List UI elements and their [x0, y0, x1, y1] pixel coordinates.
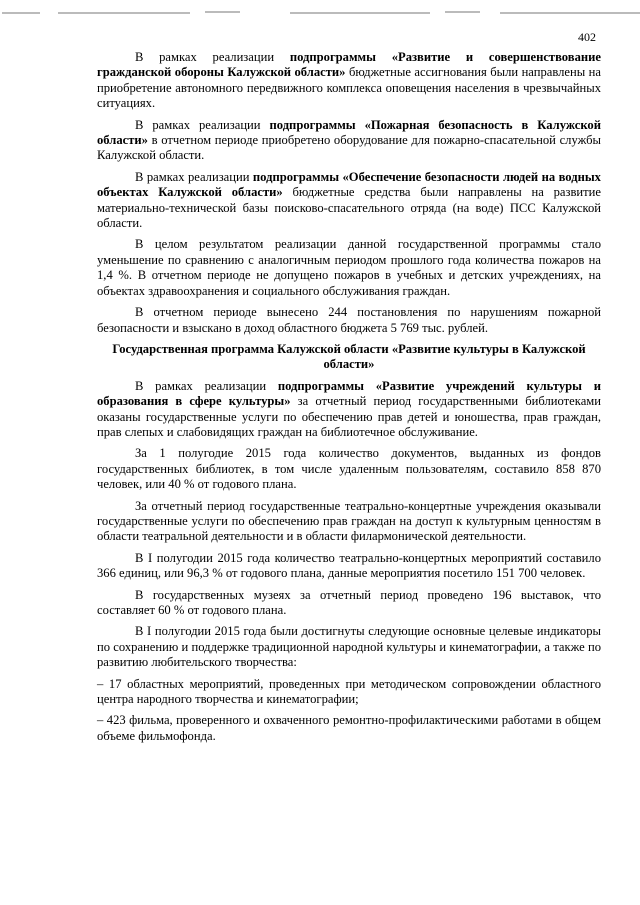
paragraph: В государственных музеях за отчетный период проведено 196 выставок, что составляет 60 % от годового плана.	[97, 587, 601, 617]
paragraph: В рамках реализации подпрограммы «Пожарная безопасность в Калужской области» в отчетном периоде приобретено оборудование для пожарно-спасательной службы Калужской области.	[97, 117, 601, 163]
paragraph: За отчетный период государственные театрально-концертные учреждения оказывали государственные услуги по обеспечению прав граждан на доступ к культурным ценностям в области театральной деятельности и в области филармонической деятельности.	[97, 498, 601, 544]
paragraph: В отчетном периоде вынесено 244 постановления по нарушениям пожарной безопасности и взыскано в доход областного бюджета 5 769 тыс. рублей.	[97, 305, 601, 335]
page-number: 402	[578, 30, 596, 44]
document-body	[97, 50, 601, 750]
paragraph: За 1 полугодие 2015 года количество документов, выданных из фондов государственных библиотек, в том числе удаленным пользователям, составило 858 870 человек, или 40 % от годового плана.	[97, 446, 601, 492]
scan-artifact	[0, 4, 640, 18]
paragraph: В рамках реализации подпрограммы «Развитие и совершенствование гражданской обороны Калужской области» бюджетные ассигнования были направлены на приобретение автономного передвижного комплекса оповещения населения в чрезвычайных ситуациях.	[97, 50, 602, 111]
paragraph: В рамках реализации подпрограммы «Развитие учреждений культуры и образования в сфере культуры» за отчетный период государственными библиотеками оказаны государственные услуги по обеспечению прав детей и юношества, прав граждан, прав слепых и слабовидящих граждан на библиотечное обслуживание.	[97, 378, 601, 439]
paragraph: В целом результатом реализации данной государственной программы стало уменьшение по сравнению с аналогичным периодом прошлого года количества пожаров на 1,4 %. В отчетном периоде не допущено пожаров в учебных и детских учреждениях, на объектах здравоохранения и социального обслуживания граждан.	[97, 237, 601, 298]
paragraph: В I полугодии 2015 года количество театрально-концертных мероприятий составило 366 единиц, или 96,3 % от годового плана, данные мероприятия посетило 151 700 человек.	[97, 550, 601, 581]
list-item: – 17 областных мероприятий, проведенных при методическом сопровождении областного центра народного творчества и кинематографии;	[97, 676, 601, 707]
list-item: – 423 фильма, проверенного и охваченного ремонтно-профилактическими работами в общем объеме фильмофонда.	[97, 713, 601, 743]
paragraph: В рамках реализации подпрограммы «Обеспечение безопасности людей на водных объектах Калужской области» бюджетные средства были направлены на развитие материально-технической базы поисково-спасательного отряда (на воде) ПСС Калужской области.	[97, 169, 601, 231]
paragraph: В I полугодии 2015 года были достигнуты следующие основные целевые индикаторы по сохранению и поддержке традиционной народной культуры и кинематографии, а также по развитию любительского творчества:	[97, 624, 601, 670]
section-heading: Государственная программа Калужской области «Развитие культуры в Калужской области»	[112, 341, 586, 372]
